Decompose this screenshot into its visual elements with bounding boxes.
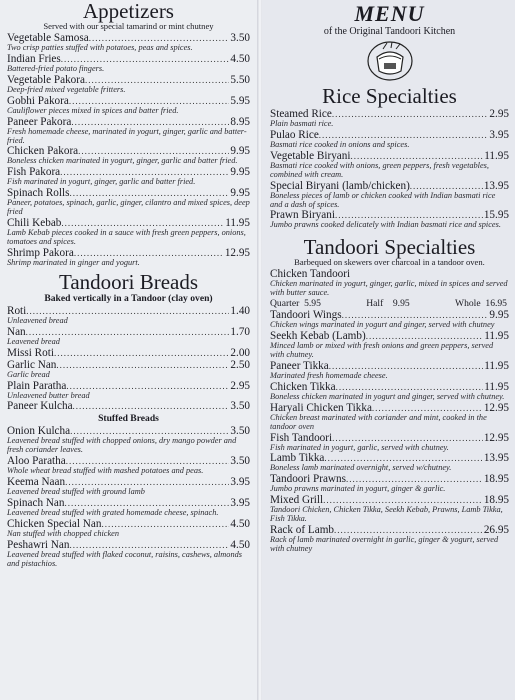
item-name: Chicken Tikka: [270, 380, 336, 393]
item-row: [7, 305, 250, 317]
item-description: Whole wheat bread stuffed with mashed potatoes and peas.: [7, 466, 204, 476]
dot-leader: [71, 116, 229, 128]
item-name: Special Biryani (lamb/chicken): [270, 179, 410, 192]
item-description: Boneless lamb marinated overnight, served w/chutney.: [270, 463, 452, 473]
menu-item: [270, 180, 509, 210]
menu-item: [7, 187, 250, 217]
item-row: [7, 326, 250, 338]
menu-item: [7, 359, 250, 380]
appetizers-list: [7, 32, 250, 268]
quarter-label: Quarter: [270, 298, 300, 310]
menu-item: [270, 432, 509, 453]
item-name: Roti: [7, 304, 27, 317]
tandoori-list: [270, 309, 509, 554]
item-description: Jumbo prawns marinated in yogurt, ginger & garlic.: [270, 484, 446, 494]
item-price: 8.95: [230, 115, 250, 128]
item-name: Vegetable Pakora: [7, 73, 85, 86]
item-row: [270, 402, 509, 414]
menu-item: [7, 497, 250, 518]
menu-item: [7, 455, 250, 476]
appetizers-subtitle: Served with our special tamarind or mint chutney: [43, 21, 214, 31]
dot-leader: [69, 95, 230, 107]
rice-section: [270, 85, 509, 230]
item-price: 12.95: [224, 246, 250, 259]
item-name: Missi Roti: [7, 346, 54, 359]
item-name: Keema Naan: [7, 476, 66, 489]
item-name: Vegetable Samosa: [7, 32, 89, 44]
menu-item: [7, 116, 250, 146]
item-description: Boneless chicken marinated in yogurt and ginger, served with chutney.: [270, 391, 505, 401]
item-price: 26.95: [483, 524, 509, 537]
menu-item: [270, 129, 509, 150]
item-description: Unleavened butter bread: [7, 390, 90, 400]
dot-leader: [56, 359, 229, 371]
item-price: 11.95: [484, 380, 509, 393]
item-name: Tandoori Wings: [270, 309, 342, 322]
item-name: Tandoori Prawns: [270, 473, 346, 486]
rice-list: [270, 108, 509, 230]
item-description: Tandoori Chicken, Chicken Tikka, Seekh Kebab, Prawns, Lamb Tikka, Fish Tikka.: [270, 505, 503, 524]
menu-item: [270, 524, 509, 554]
appetizers-section: [7, 0, 250, 268]
right-menu-page: [262, 0, 515, 700]
item-price: 18.95: [483, 473, 509, 486]
stuffed-breads-title: Stuffed Breads: [98, 413, 159, 425]
item-name: Seekh Kebab (Lamb): [270, 330, 366, 343]
item-name: Garlic Nan: [7, 358, 57, 371]
dot-leader: [85, 74, 229, 86]
item-description: Shrimp marinated in ginger and yogurt.: [7, 257, 140, 267]
item-description: Boneless pieces of lamb or chicken cooked with Indian basmati rice and a dash of spices.: [270, 190, 496, 209]
item-price: 2.95: [489, 108, 509, 120]
item-description: Two crisp patties stuffed with potatoes, peas and spices.: [7, 43, 193, 52]
menu-item: [7, 95, 250, 116]
item-price: 4.50: [230, 538, 250, 551]
menu-item: [7, 326, 250, 347]
item-description: Leavened bread stuffed with flaked coconut, raisins, cashews, almonds and pistachios.: [7, 549, 242, 568]
item-row: [270, 150, 509, 162]
tandoori-title: Tandoori Specialties: [303, 235, 476, 260]
dot-leader: [332, 108, 489, 120]
item-price: 3.95: [230, 497, 250, 510]
menu-item: [7, 166, 250, 187]
item-price: 9.95: [230, 145, 250, 158]
item-name: Aloo Paratha: [7, 455, 66, 468]
item-price: 11.95: [484, 330, 509, 343]
item-price: 3.95: [230, 476, 250, 489]
dot-leader: [372, 402, 483, 414]
item-name: Gobhi Pakora: [7, 94, 69, 107]
menu-item: [7, 425, 250, 455]
item-price: 2.95: [230, 379, 250, 392]
menu-title: MENU: [354, 1, 425, 26]
item-description: Garlic bread: [7, 369, 50, 379]
dot-leader: [101, 518, 229, 530]
menu-item: [270, 150, 509, 180]
menu-item: [270, 452, 509, 473]
item-description: Chicken marinated in yogurt, ginger, garlic, mixed in spices and served with butter sauce.: [270, 279, 508, 298]
dot-leader: [26, 305, 229, 317]
menu-item: [7, 539, 250, 569]
item-description: Leavened bread stuffed with grated homemade cheese, spinach.: [7, 508, 219, 518]
menu-item: [270, 309, 509, 330]
item-price: 1.40: [230, 304, 250, 317]
item-price: 9.95: [230, 166, 250, 179]
dot-leader: [66, 380, 229, 392]
menu-item: [7, 32, 250, 53]
item-row: [7, 380, 250, 392]
item-name: Spinach Nan: [7, 497, 65, 510]
menu-item: [7, 476, 250, 497]
menu-item: [270, 330, 509, 360]
item-name: Nan: [7, 325, 26, 338]
item-description: Basmati rice cooked with onions, green peppers, fresh vegetables, combined with cream.: [270, 160, 489, 179]
item-price: 11.95: [484, 359, 509, 372]
item-price: 9.95: [230, 187, 250, 200]
item-name: Vegetable Biryani: [270, 149, 351, 162]
item-row: [7, 347, 250, 359]
item-description: Marinated fresh homemade cheese.: [270, 370, 388, 380]
tandoori-subtitle: Barbequed on skewers over charcoal in a tandoor oven.: [294, 257, 485, 268]
menu-item: [270, 209, 509, 230]
item-name: Mixed Grill: [270, 494, 324, 507]
menu-item-chicken-tandoori: [270, 268, 509, 309]
item-price: 2.00: [230, 346, 250, 359]
item-price: 3.50: [230, 32, 250, 44]
item-price: 13.95: [483, 179, 509, 192]
item-name: Pulao Rice: [270, 128, 319, 141]
breads-list: [7, 305, 250, 413]
menu-item: [7, 518, 250, 539]
stuffed-breads-list: [7, 425, 250, 568]
menu-item: [7, 145, 250, 166]
rice-title: Rice Specialties: [322, 84, 457, 108]
item-price: 3.50: [230, 400, 250, 413]
item-name: Prawn Biryani: [270, 209, 335, 222]
dot-leader: [54, 347, 229, 359]
half-label: Half: [366, 298, 384, 310]
item-price: 3.95: [489, 128, 509, 141]
item-name: Rack of Lamb: [270, 524, 334, 537]
item-price: 1.70: [230, 325, 250, 338]
item-row: [270, 381, 509, 393]
menu-subtitle: of the Original Tandoori Kitchen: [323, 26, 456, 37]
item-name: Chicken Pakora: [7, 145, 79, 158]
item-description: Plain basmati rice.: [270, 119, 334, 128]
item-description: Chicken breast marinated with coriander and mint, cooked in the tandoor oven: [270, 412, 487, 431]
item-name: Paneer Pakora: [7, 115, 72, 128]
item-price: 4.50: [230, 517, 250, 530]
menu-item: [270, 360, 509, 381]
half-price: 9.95: [392, 298, 410, 310]
dot-leader: [26, 326, 230, 338]
menu-item: [270, 108, 509, 129]
menu-item: [7, 217, 250, 247]
tandoor-pot-logo-icon: [365, 39, 415, 83]
item-row: [7, 95, 250, 107]
item-price: 5.50: [230, 73, 250, 86]
item-name: Fish Tandoori: [270, 431, 333, 444]
item-price: 11.95: [225, 217, 250, 230]
dot-leader: [410, 180, 483, 192]
item-price: 15.95: [483, 209, 509, 222]
item-description: Fish marinated in yogurt, garlic, served with chutney.: [270, 442, 449, 452]
menu-item: [7, 53, 250, 74]
item-row: [7, 74, 250, 86]
item-name: Spinach Rolls: [7, 187, 70, 200]
menu-item: [270, 402, 509, 432]
item-price: 2.50: [230, 358, 250, 371]
menu-item: [7, 380, 250, 401]
item-description: Rack of lamb marinated overnight in garlic, ginger & yogurt, served with chutney: [270, 535, 499, 553]
portion-prices: [270, 298, 509, 309]
item-description: Chicken wings marinated in yogurt and ginger, served with chutney: [270, 320, 495, 330]
item-name: Onion Kulcha: [7, 425, 71, 438]
item-description: Nan stuffed with chopped chicken: [7, 528, 119, 538]
item-name: Shrimp Pakora: [7, 246, 74, 259]
menu-item: [270, 494, 509, 524]
item-name: Steamed Rice: [270, 108, 332, 120]
item-name: Plain Paratha: [7, 379, 67, 392]
dot-leader: [73, 400, 230, 412]
menu-item: [270, 473, 509, 494]
quarter-price: 5.95: [304, 298, 321, 310]
item-description: Battered-fried potato fingers.: [7, 63, 105, 73]
item-description: Deep-fried mixed vegetable fritters.: [7, 84, 126, 94]
menu-item: [7, 400, 250, 412]
item-description: Fish marinated in yogurt, ginger, garlic and batter fried.: [7, 177, 196, 187]
menu-item: [7, 347, 250, 359]
breads-section: [7, 271, 250, 569]
item-description: Paneer, potatoes, spinach, garlic, ginger, cilantro and mixed spices, deep fried: [7, 198, 250, 217]
item-price: 12.95: [483, 431, 509, 444]
item-price: 13.95: [483, 452, 509, 465]
dot-leader: [332, 432, 483, 444]
item-name: Paneer Tikka: [270, 359, 329, 372]
item-name: Chicken Special Nan: [7, 517, 102, 530]
item-description: Leavened bread stuffed with chopped onions, dry mango powder and fresh coriander leaves.: [7, 436, 237, 455]
item-price: 9.95: [489, 309, 509, 322]
item-description: Lamb Kebab pieces cooked in a sauce with fresh green peppers, onions, tomatoes and spices.: [7, 228, 246, 246]
whole-price: 16.95: [485, 298, 507, 310]
item-name: Chili Kebab: [7, 217, 62, 230]
dot-leader: [336, 381, 484, 393]
item-description: Unleavened bread: [7, 315, 68, 325]
dot-leader: [350, 150, 483, 162]
menu-item: [270, 381, 509, 402]
item-description: Jumbo prawns cooked delicately with Indian basmati rice and spices.: [270, 220, 501, 230]
whole-label: Whole: [455, 298, 481, 310]
item-description: Leavened bread: [7, 336, 60, 346]
menu-item: [7, 305, 250, 326]
item-description: Cauliflower pieces mixed in spices and batter fried.: [7, 105, 179, 115]
item-description: Leavened bread stuffed with ground lamb: [7, 487, 145, 497]
item-description: Basmati rice cooked in onions and spices.: [270, 139, 410, 149]
item-row: [270, 432, 509, 444]
item-price: 3.50: [230, 425, 250, 438]
item-description: Minced lamb or mixed with fresh onions and green peppers, served with chutney.: [270, 341, 494, 359]
item-name: Peshawri Nan: [7, 538, 70, 551]
item-name: Haryali Chicken Tikka: [270, 401, 372, 414]
item-row: [270, 180, 509, 192]
item-name: Chicken Tandoori: [270, 268, 351, 281]
item-description: Boneless chicken marinated in yogurt, ginger, garlic and batter fried.: [7, 156, 238, 166]
breads-title: Tandoori Breads: [58, 269, 199, 294]
item-price: 3.50: [230, 455, 250, 468]
item-price: 5.95: [230, 94, 250, 107]
item-row: [7, 116, 250, 128]
item-name: Paneer Kulcha: [7, 400, 73, 413]
appetizers-title: Appetizers: [83, 0, 174, 23]
item-row: [7, 359, 250, 371]
item-price: 4.50: [230, 52, 250, 65]
tandoori-section: [270, 236, 509, 554]
breads-subtitle: Baked vertically in a Tandoor (clay oven): [44, 292, 213, 304]
menu-item: [7, 74, 250, 95]
item-description: Fresh homemade cheese, marinated in yogurt, ginger, garlic and batter-fried.: [7, 126, 247, 145]
menu-item: [7, 247, 250, 268]
item-price: 18.95: [483, 494, 509, 507]
item-price: 11.95: [484, 149, 509, 162]
item-name: Indian Fries: [7, 52, 61, 65]
item-name: Fish Pakora: [7, 166, 61, 179]
item-name: Lamb Tikka: [270, 452, 325, 465]
item-price: 12.95: [483, 401, 509, 414]
item-row: [7, 400, 250, 412]
